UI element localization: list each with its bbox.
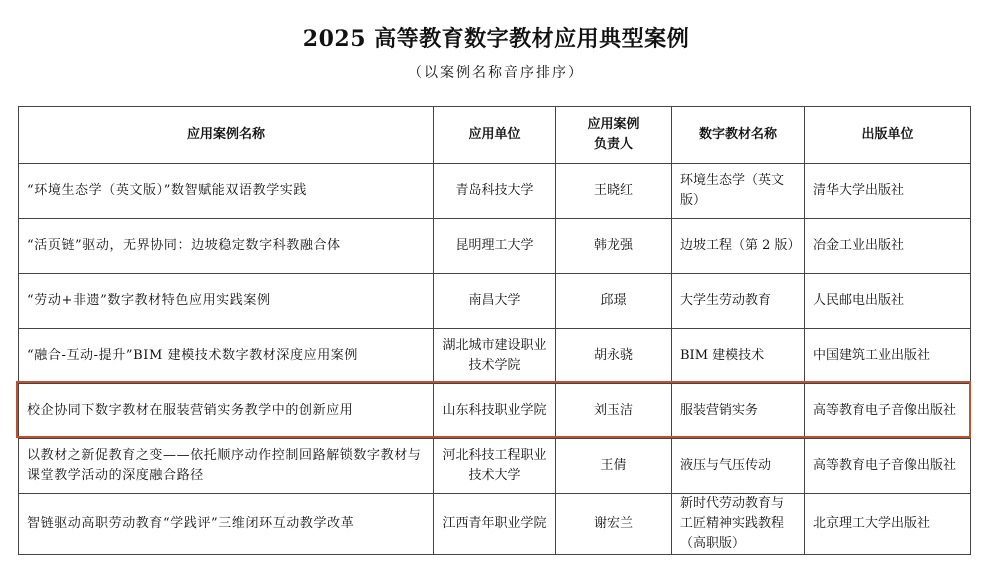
- unit-cell: 江西青年职业学院: [434, 494, 556, 555]
- textbook-cell: 服装营销实务: [672, 384, 805, 439]
- case-name-cell: “融合-互动-提升”BIM 建模技术数字教材深度应用案例: [19, 329, 434, 384]
- case-name-cell: “活页链”驱动，无界协同：边坡稳定数字科教融合体: [19, 219, 434, 274]
- leader-cell: 谢宏兰: [556, 494, 672, 555]
- publisher-cell: 人民邮电出版社: [805, 274, 971, 329]
- unit-cell: 昆明理工大学: [434, 219, 556, 274]
- publisher-cell: 中国建筑工业出版社: [805, 329, 971, 384]
- textbook-cell: 新时代劳动教育与工匠精神实践教程（高职版）: [672, 494, 805, 555]
- textbook-cell: 液压与气压传动: [672, 439, 805, 494]
- textbook-cell: BIM 建模技术: [672, 329, 805, 384]
- case-name-cell: “劳动+非遗”数字教材特色应用实践案例: [19, 274, 434, 329]
- header-case-name: 应用案例名称: [19, 107, 434, 164]
- unit-cell: 南昌大学: [434, 274, 556, 329]
- leader-cell: 刘玉洁: [556, 384, 672, 439]
- case-name-cell: “环境生态学（英文版）”数智赋能双语教学实践: [19, 164, 434, 219]
- table-row: [19, 219, 971, 274]
- unit-cell: 山东科技职业学院: [434, 384, 556, 439]
- cases-table: [18, 106, 971, 555]
- table-row: [19, 274, 971, 329]
- header-textbook: 数字教材名称: [672, 107, 805, 164]
- header-case-leader-line2: 负责人: [593, 137, 633, 152]
- leader-cell: 韩龙强: [556, 219, 672, 274]
- case-name-cell: 校企协同下数字教材在服装营销实务教学中的创新应用: [19, 384, 434, 439]
- unit-cell: 河北科技工程职业技术大学: [434, 439, 556, 494]
- case-name-cell: 以教材之新促教育之变——依托顺序动作控制回路解锁数字教材与课堂教学活动的深度融合路径: [19, 439, 434, 494]
- table-row: [19, 329, 971, 384]
- publisher-cell: 冶金工业出版社: [805, 219, 971, 274]
- case-name-cell: 智链驱动高职劳动教育“学践评”三维闭环互动教学改革: [19, 494, 434, 555]
- publisher-cell: 北京理工大学出版社: [805, 494, 971, 555]
- table-header-row: [19, 107, 971, 164]
- table-row: [19, 494, 971, 555]
- textbook-cell: 边坡工程（第 2 版）: [672, 219, 805, 274]
- header-publisher: 出版单位: [805, 107, 971, 164]
- table-row: [19, 164, 971, 219]
- textbook-cell: 大学生劳动教育: [672, 274, 805, 329]
- unit-cell: 青岛科技大学: [434, 164, 556, 219]
- header-case-leader: [556, 107, 672, 164]
- document-title: 2025 高等教育数字教材应用典型案例: [302, 26, 690, 52]
- header-unit: 应用单位: [434, 107, 556, 164]
- unit-cell: 湖北城市建设职业技术学院: [434, 329, 556, 384]
- leader-cell: 胡永骁: [556, 329, 672, 384]
- document-subtitle: （以案例名称音序排序）: [408, 65, 584, 81]
- textbook-cell: 环境生态学（英文版）: [672, 164, 805, 219]
- publisher-cell: 高等教育电子音像出版社: [805, 384, 971, 439]
- leader-cell: 王晓红: [556, 164, 672, 219]
- leader-cell: 王倩: [556, 439, 672, 494]
- header-case-leader-line1: 应用案例: [587, 117, 640, 132]
- publisher-cell: 高等教育电子音像出版社: [805, 439, 971, 494]
- table-row-highlighted: [19, 384, 971, 439]
- publisher-cell: 清华大学出版社: [805, 164, 971, 219]
- leader-cell: 邱璟: [556, 274, 672, 329]
- table-row: [19, 439, 971, 494]
